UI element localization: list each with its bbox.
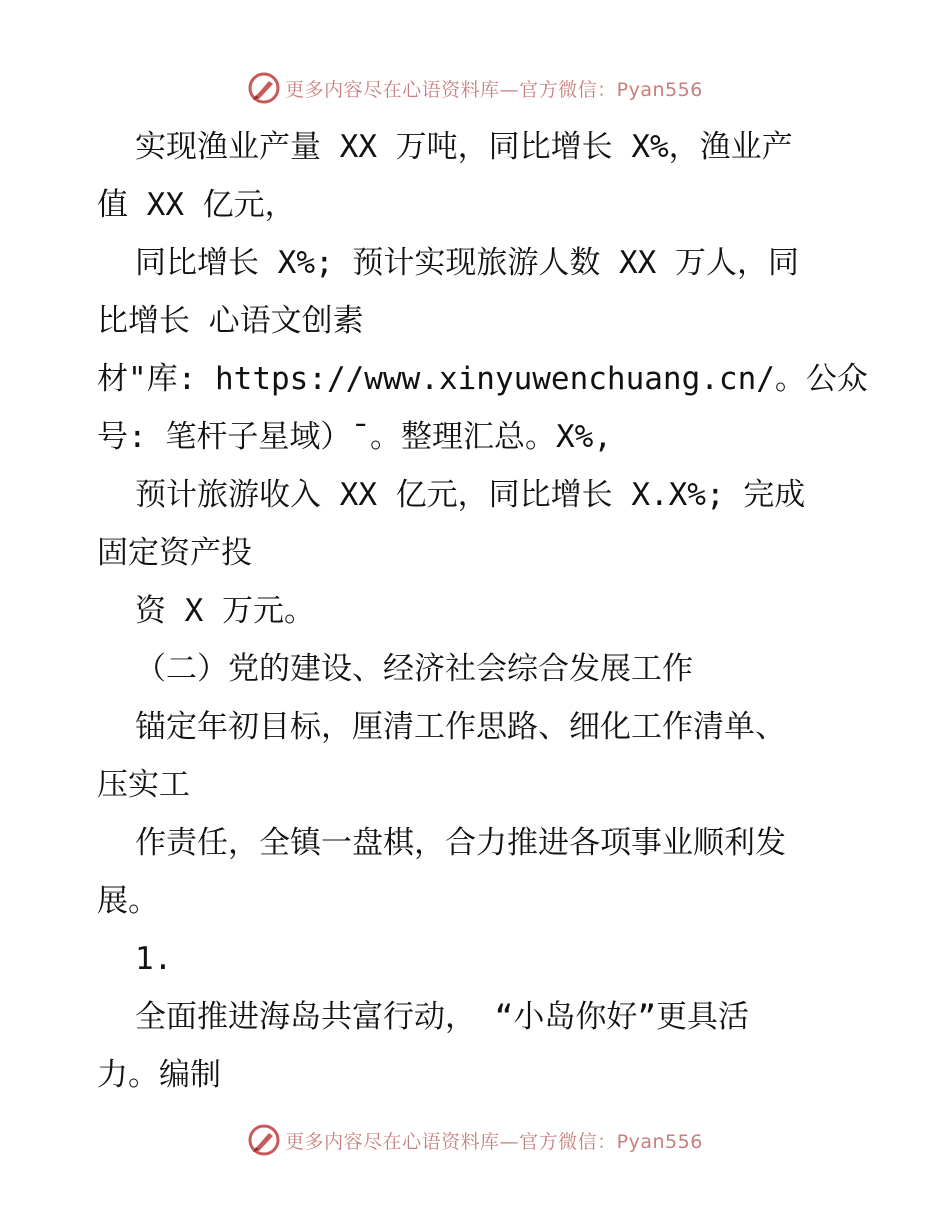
body-line: 压实工 [97, 767, 190, 803]
body-line: 号: 笔杆子星域）¯。整理汇总。X%, [97, 419, 612, 455]
header-watermark-cn: 更多内容尽在心语资料库—官方微信： [285, 78, 617, 101]
body-line: 展。 [97, 883, 159, 919]
body-line: 同比增长 X%; 预计实现旅游人数 XX 万人，同 [135, 245, 799, 281]
footer-watermark [0, 1120, 950, 1160]
header-watermark-text [285, 75, 703, 102]
body-line: 固定资产投 [97, 535, 252, 571]
body-line: 实现渔业产量 XX 万吨，同比增长 X%，渔业产 [135, 129, 793, 165]
body-line: 材"库: https://www.xinyuwenchuang.cn/。公众 [97, 361, 868, 397]
header-watermark-id: Pyan556 [616, 78, 703, 101]
body-line: 比增长 心语文创素 [97, 303, 364, 339]
pen-nib-circle-icon [247, 1123, 281, 1157]
body-line: 预计旅游收入 XX 亿元，同比增长 X.X%; 完成 [135, 477, 806, 513]
body-text [97, 118, 897, 1104]
body-line: 锚定年初目标，厘清工作思路、细化工作清单、 [135, 709, 786, 745]
header-watermark [0, 68, 950, 108]
body-line: 全面推进海岛共富行动， “小岛你好”更具活 [135, 999, 749, 1035]
footer-watermark-text [285, 1127, 703, 1154]
body-line: 力。编制 [97, 1057, 221, 1093]
body-line: 作责任，全镇一盘棋，合力推进各项事业顺利发 [135, 825, 786, 861]
footer-watermark-id: Pyan556 [616, 1130, 703, 1153]
pen-nib-circle-icon [247, 71, 281, 105]
footer-watermark-cn: 更多内容尽在心语资料库—官方微信： [285, 1130, 617, 1153]
body-line: 资 X 万元。 [135, 593, 315, 629]
body-line: 值 XX 亿元， [97, 187, 296, 223]
list-number: 1. [135, 941, 173, 977]
section-heading: （二）党的建设、经济社会综合发展工作 [135, 651, 693, 687]
